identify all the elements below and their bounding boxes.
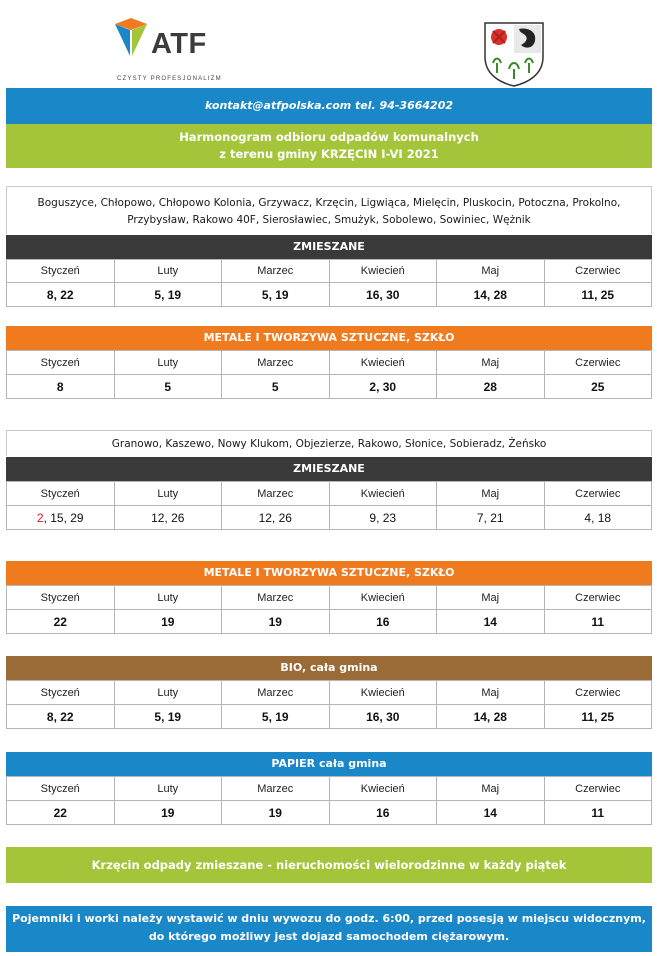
bio-header [6, 656, 652, 680]
month-cell: Maj [437, 681, 545, 705]
month-cell: Styczeń [7, 777, 115, 801]
group2-metals-label: METALE I TWORZYWA SZTUCZNE, SZKŁO [203, 566, 455, 579]
month-cell: Kwiecień [329, 260, 437, 283]
contact-text: kontakt@atfpolska.com tel. 94-3664202 [204, 99, 453, 112]
date-cell: 19 [114, 801, 222, 825]
date-highlight: 2 [36, 510, 44, 525]
date-cell: 19 [114, 610, 222, 634]
schedule-title-line1: Harmonogram odbioru odpadów komunalnych [179, 130, 479, 144]
bio-table [6, 680, 652, 729]
date-cell: 7, 21 [437, 506, 545, 530]
month-cell: Czerwiec [544, 777, 652, 801]
month-cell: Maj [437, 586, 545, 610]
date-cell: 16, 30 [329, 283, 437, 307]
month-cell: Czerwiec [544, 482, 652, 506]
month-cell: Czerwiec [544, 260, 652, 283]
instructions-note [6, 906, 652, 952]
atf-logo-mark-icon [113, 18, 149, 58]
atf-logo-text: ATF [151, 28, 207, 60]
date-cell: 11 [544, 801, 652, 825]
group1-metals-label: METALE I TWORZYWA SZTUCZNE, SZKŁO [203, 331, 455, 344]
date-cell: 11 [544, 610, 652, 634]
month-cell: Marzec [222, 681, 330, 705]
month-cell: Czerwiec [544, 351, 652, 375]
date-cell: 5, 19 [222, 283, 330, 307]
date-cell: 5 [114, 375, 222, 399]
date-cell: 16, 30 [329, 705, 437, 729]
date-cell: 5, 19 [222, 705, 330, 729]
date-cell: 16 [329, 801, 437, 825]
date-cell: 8, 22 [7, 705, 115, 729]
date-cell: 22 [7, 610, 115, 634]
date-cell: 28 [437, 375, 545, 399]
month-cell: Styczeń [7, 586, 115, 610]
month-cell: Maj [437, 260, 545, 283]
month-cell: Luty [114, 777, 222, 801]
month-cell: Luty [114, 586, 222, 610]
date-cell: 14, 28 [437, 283, 545, 307]
date-cell: 11, 25 [544, 283, 652, 307]
contact-banner [6, 88, 652, 124]
group2-towns-line1: Granowo, Kaszewo, Nowy Klukom, Objezierze, Rakowo, Słonice, Sobieradz, Żeńsko [111, 438, 547, 450]
date-cell: 12, 26 [222, 506, 330, 530]
schedule-title-line2: z terenu gminy KRZĘCIN I-VI 2021 [219, 147, 439, 161]
month-cell: Kwiecień [329, 482, 437, 506]
date-cell: 8 [7, 375, 115, 399]
date-cell: 8, 22 [7, 283, 115, 307]
month-cell: Marzec [222, 482, 330, 506]
month-cell: Kwiecień [329, 351, 437, 375]
month-cell: Marzec [222, 351, 330, 375]
group1-mixed-label: ZMIESZANE [293, 240, 365, 253]
date-cell: 14 [437, 801, 545, 825]
date-cell: 14, 28 [437, 705, 545, 729]
month-cell: Styczeń [7, 681, 115, 705]
date-cell: 22 [7, 801, 115, 825]
atf-logo [113, 18, 225, 84]
group1-towns-line1: Boguszyce, Chłopowo, Chłopowo Kolonia, Grzywacz, Krzęcin, Ligwiąca, Mielęcin, Pluskocin, Potoczna, Prokolno, [37, 197, 621, 209]
group1-towns [6, 186, 652, 234]
group2-mixed-label: ZMIESZANE [293, 462, 365, 475]
group2-metals-header [6, 561, 652, 585]
date-cell: 16 [329, 610, 437, 634]
date-cell: 25 [544, 375, 652, 399]
month-cell: Czerwiec [544, 681, 652, 705]
month-cell: Marzec [222, 260, 330, 283]
group1-towns-line2: Przybysław, Rakowo 40F, Sierosławiec, Smużyk, Sobolewo, Sowiniec, Wężnik [127, 214, 531, 226]
instructions-line2: do którego możliwy jest dojazd samochodem ciężarowym. [148, 930, 510, 943]
month-cell: Styczeń [7, 351, 115, 375]
month-cell: Styczeń [7, 260, 115, 283]
paper-label: PAPIER cała gmina [271, 757, 387, 770]
month-cell: Maj [437, 351, 545, 375]
date-cell: 9, 23 [329, 506, 437, 530]
group2-mixed-header [6, 457, 652, 481]
date-cell: 14 [437, 610, 545, 634]
group2-mixed-table [6, 481, 652, 530]
date-cell: 2, 30 [329, 375, 437, 399]
month-cell: Maj [437, 777, 545, 801]
group2-metals-table [6, 585, 652, 634]
instructions-line1: Pojemniki i worki należy wystawić w dniu wywozu do godz. 6:00, przed posesją w miejscu widocznym, [12, 912, 646, 925]
date-cell: 19 [222, 801, 330, 825]
bio-label: BIO, cała gmina [280, 661, 378, 674]
month-cell: Maj [437, 482, 545, 506]
atf-logo-tagline: CZYSTY PROFESJONALIZM [117, 76, 222, 82]
paper-table [6, 776, 652, 825]
month-cell: Luty [114, 260, 222, 283]
month-cell: Marzec [222, 586, 330, 610]
month-cell: Czerwiec [544, 586, 652, 610]
month-cell: Kwiecień [329, 586, 437, 610]
date-cell: 12, 26 [114, 506, 222, 530]
date-cell [7, 506, 115, 530]
date-cell: 5, 19 [114, 283, 222, 307]
group2-towns [6, 430, 652, 456]
month-cell: Luty [114, 482, 222, 506]
group1-mixed-table [6, 259, 652, 307]
month-cell: Kwiecień [329, 681, 437, 705]
schedule-title-banner [6, 124, 652, 168]
month-cell: Luty [114, 351, 222, 375]
krzecin-crest-icon [481, 19, 547, 87]
date-rest: , 15, 29 [43, 510, 84, 525]
paper-header [6, 752, 652, 776]
month-cell: Styczeń [7, 482, 115, 506]
month-cell: Marzec [222, 777, 330, 801]
group1-mixed-header [6, 235, 652, 259]
weekly-pickup-note [6, 847, 652, 883]
group1-metals-table [6, 350, 652, 399]
date-cell: 4, 18 [544, 506, 652, 530]
date-cell: 5, 19 [114, 705, 222, 729]
group1-metals-header [6, 326, 652, 350]
month-cell: Luty [114, 681, 222, 705]
date-cell: 5 [222, 375, 330, 399]
date-cell: 19 [222, 610, 330, 634]
weekly-pickup-text: Krzęcin odpady zmieszane - nieruchomości wielorodzinne w każdy piątek [91, 858, 567, 872]
month-cell: Kwiecień [329, 777, 437, 801]
date-cell: 11, 25 [544, 705, 652, 729]
